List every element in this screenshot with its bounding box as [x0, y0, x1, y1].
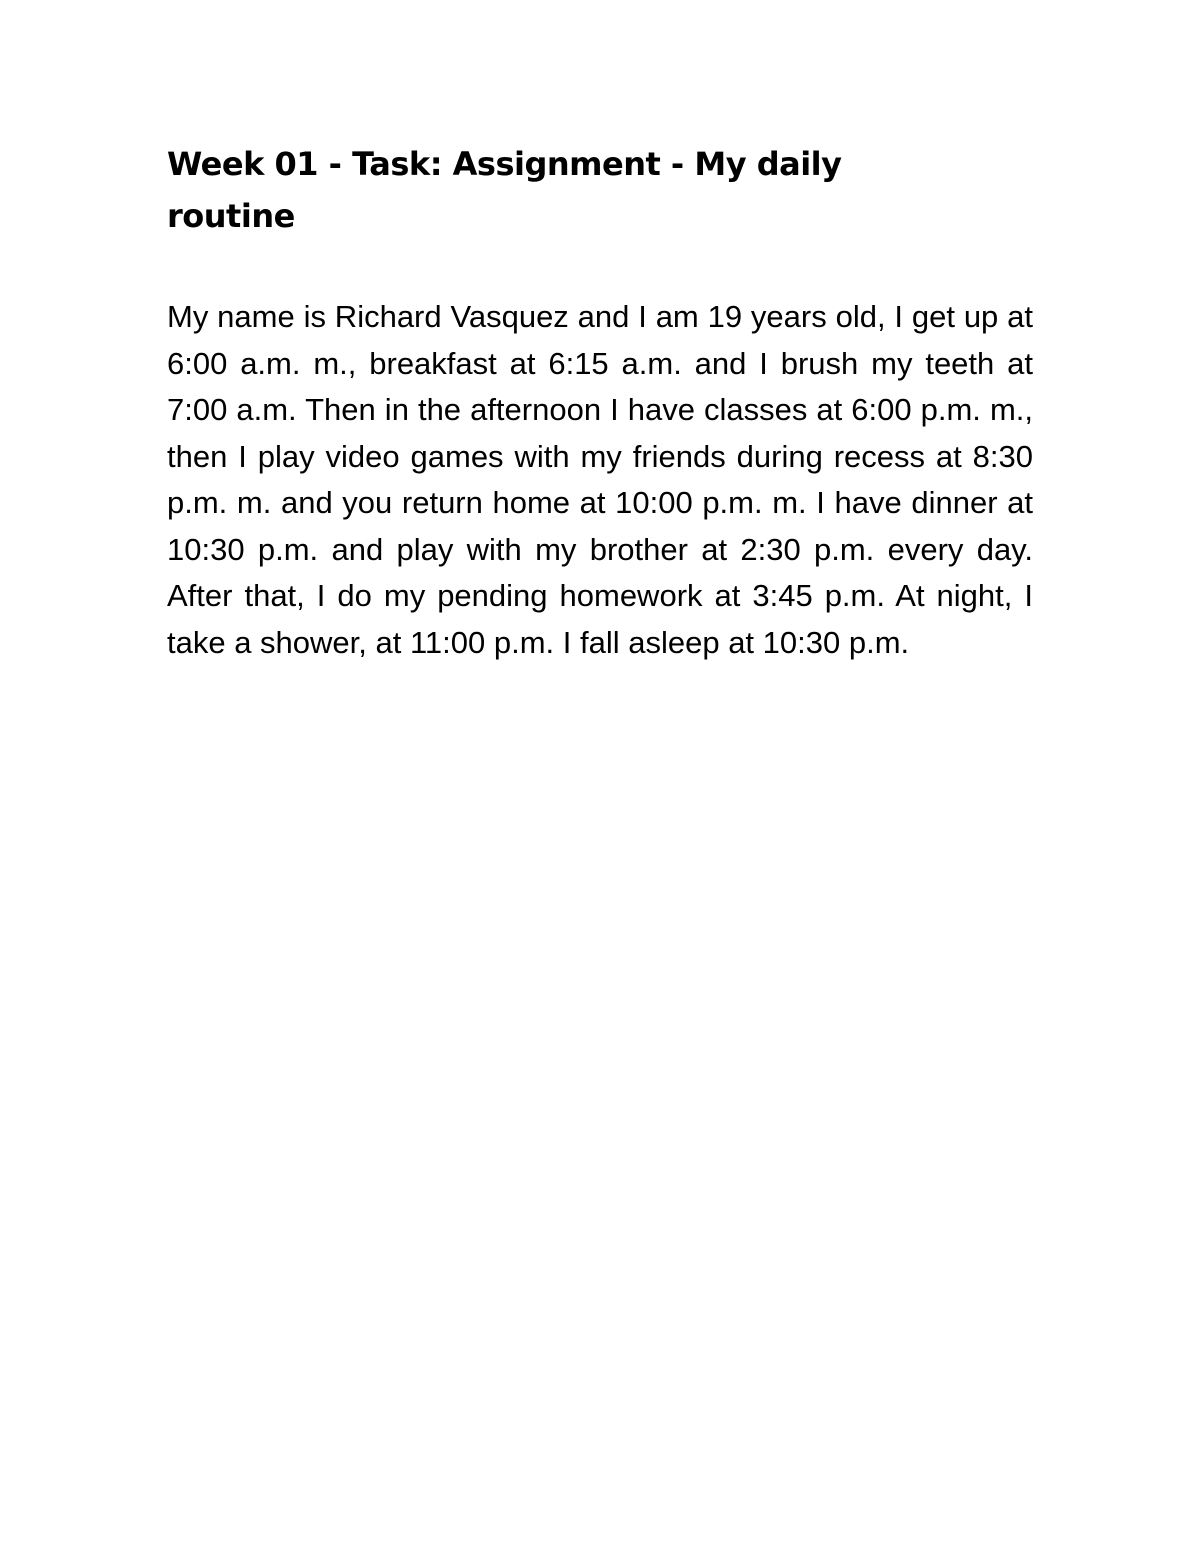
document-content [167, 138, 1033, 666]
document-title: Week 01 - Task: Assignment - My daily routine [167, 145, 842, 235]
document-body-paragraph: My name is Richard Vasquez and I am 19 years old, I get up at 6:00 a.m. m., breakfast at 6:15 a.m. and I brush my teeth at 7:00 a.m. Then in the afternoon I have classes at 6:00 p.m. m., then I play video games with my friends during recess at 8:30 p.m. m. and you return home at 10:00 p.m. m. I have dinner at 10:30 p.m. and play with my brother at 2:30 p.m. every day. After that, I do my pending homework at 3:45 p.m. At night, I take a shower, at 11:00 p.m. I fall asleep at 10:30 p.m. [167, 299, 1033, 660]
